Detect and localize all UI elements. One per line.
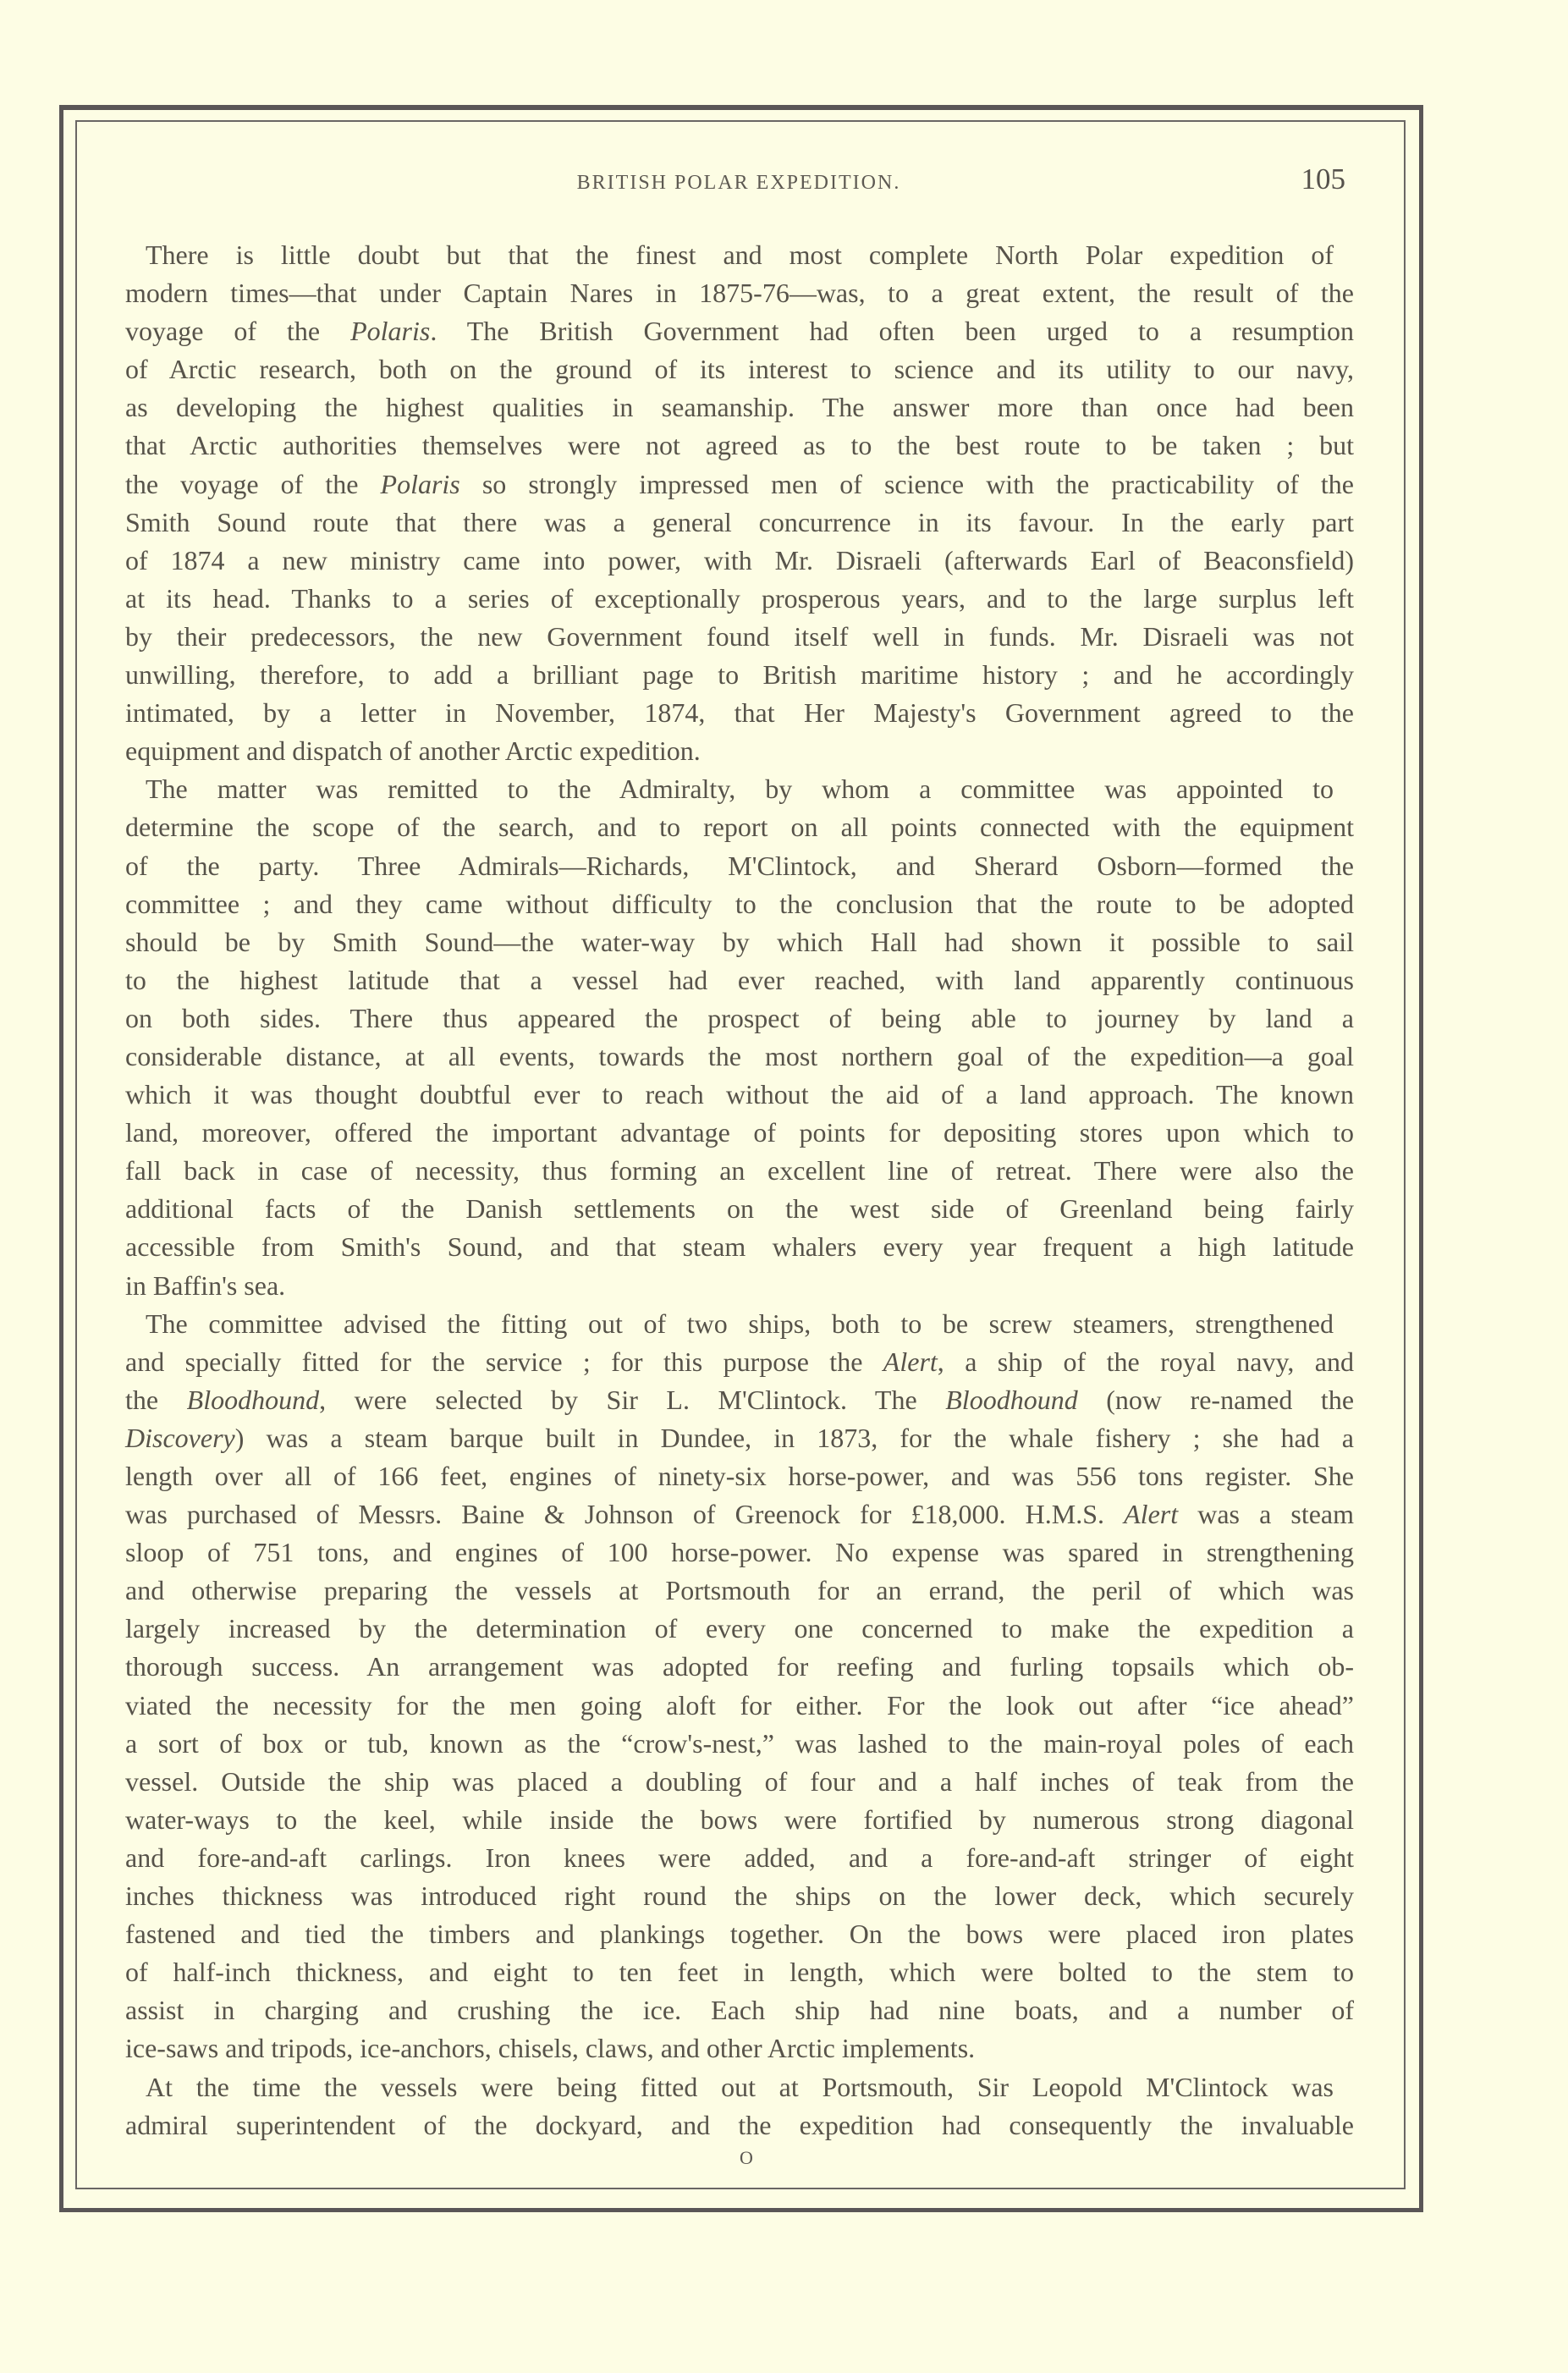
- text-line: ice-saws and tripods, ice-anchors, chisels, claws, and other Arctic implements.: [125, 2033, 976, 2064]
- text-line: admiral superintendent of the dockyard, and the expedition had consequently the invaluable: [125, 2109, 1354, 2140]
- paragraph: [125, 236, 1354, 770]
- text-line: vessel. Outside the ship was placed a doubling of four and a half inches of teak from the: [125, 1765, 1354, 1797]
- text-line: of half-inch thickness, and eight to ten feet in length, which were bolted to the stem to: [125, 1957, 1354, 1988]
- paragraph: [125, 770, 1354, 1304]
- text-line: additional facts of the Danish settlements on the west side of Greenland being fairly: [125, 1193, 1354, 1225]
- text-line: voyage of the Polaris. The British Government had often been urged to a resumption: [125, 316, 1355, 347]
- text-line: accessible from Smith's Sound, and that steam whalers every year frequent a high latitude: [125, 1231, 1354, 1263]
- text-line: of the party. Three Admirals—Richards, M'Clintock, and Sherard Osborn—formed the: [125, 850, 1354, 881]
- text-line: largely increased by the determination of every one concerned to make the expedition a: [125, 1613, 1354, 1644]
- text-line: was purchased of Messrs. Baine & Johnson of Greenock for £18,000. H.M.S. Alert was a steam: [125, 1499, 1355, 1530]
- paragraph: [125, 1305, 1354, 2068]
- signature-mark: O: [740, 2147, 753, 2168]
- running-title: BRITISH POLAR EXPEDITION.: [576, 172, 901, 194]
- text-line: At the time the vessels were being fitted out at Portsmouth, Sir Leopold M'Clintock was: [146, 2071, 1334, 2102]
- text-line: modern times—that under Captain Nares in 1875-76—was, to a great extent, the result of the: [125, 278, 1354, 309]
- text-line: on both sides. There thus appeared the prospect of being able to journey by land a: [125, 1002, 1354, 1033]
- text-line: a sort of box or tub, known as the “crow's-nest,” was lashed to the main-royal poles of each: [125, 1727, 1354, 1759]
- text-line: equipment and dispatch of another Arctic expedition.: [125, 735, 701, 767]
- text-line: thorough success. An arrangement was adopted for reefing and furling topsails which ob-: [125, 1651, 1354, 1682]
- body-text: [125, 236, 1354, 2145]
- text-line: Smith Sound route that there was a general concurrence in its favour. In the early part: [125, 506, 1354, 537]
- text-line: which it was thought doubtful ever to reach without the aid of a land approach. The known: [125, 1079, 1354, 1110]
- text-line: fall back in case of necessity, thus forming an excellent line of retreat. There were also the: [125, 1155, 1354, 1186]
- page-number: 105: [1301, 162, 1345, 195]
- text-line: intimated, by a letter in November, 1874, that Her Majesty's Government agreed to the: [125, 697, 1354, 729]
- text-line: and specially fitted for the service ; for this purpose the Alert, a ship of the royal navy, and: [125, 1346, 1354, 1377]
- text-line: as developing the highest qualities in seamanship. The answer more than once had been: [125, 392, 1354, 423]
- text-line: the Bloodhound, were selected by Sir L. M'Clintock. The Bloodhound (now re-named the: [125, 1384, 1355, 1415]
- text-line: to the highest latitude that a vessel had ever reached, with land apparently continuous: [125, 964, 1354, 995]
- text-line: of 1874 a new ministry came into power, with Mr. Disraeli (afterwards Earl of Beaconsfield): [125, 544, 1354, 575]
- text-line: assist in charging and crushing the ice. Each ship had nine boats, and a number of: [125, 1995, 1354, 2026]
- text-line: viated the necessity for the men going aloft for either. For the look out after “ice ahead”: [125, 1689, 1354, 1721]
- text-line: and otherwise preparing the vessels at Portsmouth for an errand, the peril of which was: [125, 1575, 1354, 1606]
- text-line: of Arctic research, both on the ground of its interest to science and its utility to our navy,: [125, 354, 1354, 385]
- text-line: sloop of 751 tons, and engines of 100 horse-power. No expense was spared in strengthening: [125, 1537, 1354, 1568]
- text-line: length over all of 166 feet, engines of ninety-six horse-power, and was 556 tons register. She: [125, 1461, 1354, 1491]
- text-line: committee ; and they came without difficulty to the conclusion that the route to be adopted: [125, 888, 1354, 919]
- text-line: unwilling, therefore, to add a brilliant page to British maritime history ; and he accordingly: [125, 659, 1354, 691]
- text-line: and fore-and-aft carlings. Iron knees were added, and a fore-and-aft stringer of eight: [125, 1842, 1354, 1873]
- text-line: should be by Smith Sound—the water-way by which Hall had shown it possible to sail: [125, 926, 1354, 957]
- text-line: The committee advised the fitting out of two ships, both to be screw steamers, strengthened: [146, 1308, 1334, 1339]
- text-line: that Arctic authorities themselves were not agreed as to the best route to be taken ; but: [125, 430, 1354, 461]
- text-line: by their predecessors, the new Government found itself well in funds. Mr. Disraeli was not: [125, 620, 1354, 652]
- paragraph: [125, 2068, 1354, 2145]
- text-line: determine the scope of the search, and to report on all points connected with the equipment: [125, 812, 1354, 843]
- text-line: the voyage of the Polaris so strongly impressed men of science with the practicability of the: [125, 468, 1355, 499]
- text-line: water-ways to the keel, while inside the bows were fortified by numerous strong diagonal: [125, 1803, 1354, 1835]
- text-line: at its head. Thanks to a series of exceptionally prosperous years, and to the large surplus left: [125, 582, 1354, 614]
- text-line: The matter was remitted to the Admiralty, by whom a committee was appointed to: [146, 774, 1334, 805]
- text-line: There is little doubt but that the finest and most complete North Polar expedition of: [146, 240, 1334, 270]
- text-line: fastened and tied the timbers and plankings together. On the bows were placed iron plates: [125, 1919, 1354, 1950]
- running-head: [125, 162, 1352, 200]
- text-line: in Baffin's sea.: [125, 1269, 286, 1301]
- text-line: considerable distance, at all events, towards the most northern goal of the expedition—a goal: [125, 1040, 1354, 1071]
- text-line: land, moreover, offered the important advantage of points for depositing stores upon which to: [125, 1117, 1354, 1148]
- text-line: inches thickness was introduced right round the ships on the lower deck, which securely: [125, 1880, 1354, 1912]
- text-line: Discovery) was a steam barque built in Dundee, in 1873, for the whale fishery ; she had a: [125, 1422, 1354, 1453]
